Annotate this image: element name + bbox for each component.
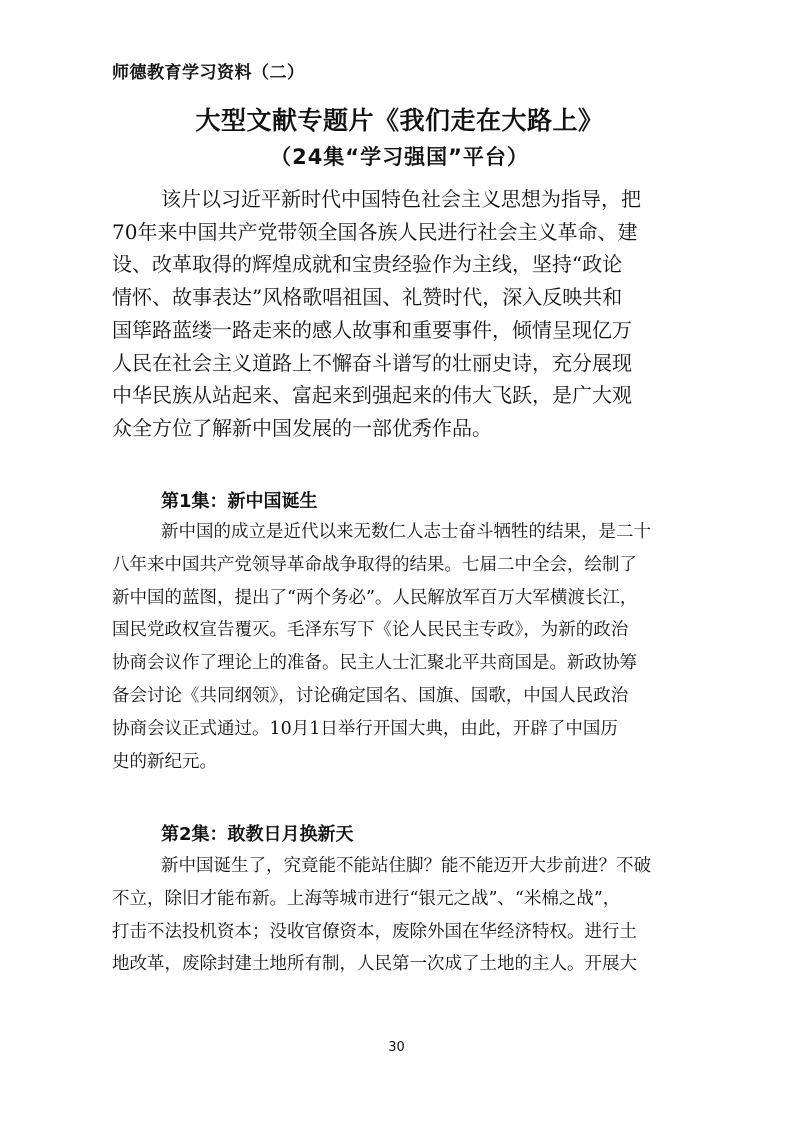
paragraph-line: 新中国的成立是近代以来无数仁人志士奋斗牺牲的结果，是二十 [161, 522, 651, 542]
paragraph-line: 打击不法投机资本；没收官僚资本，废除外国在华经济特权。进行土 [112, 921, 637, 942]
paragraph-line: 协商会议作了理论上的准备。民主人士汇聚北平共商国是。新政协筹 [112, 653, 637, 674]
running-header: 师德教育学习资料（二） [112, 63, 305, 83]
paragraph-line: 不立，除旧才能布新。上海等城市进行“银元之战”、“米棉之战”， [112, 888, 621, 909]
episode-1-heading: 第1集：新中国诞生 [161, 491, 318, 512]
paragraph-line: 中华民族从站起来、富起来到强起来的伟大飞跃，是广大观 [112, 383, 632, 408]
paragraph-line: 地改革，废除封建土地所有制，人民第一次成了土地的主人。开展大 [112, 954, 637, 975]
paragraph-line: 众全方位了解新中国发展的一部优秀作品。 [112, 415, 492, 440]
document-subtitle: （24集“学习强国”平台） [270, 145, 529, 169]
paragraph-line: 新中国诞生了，究竟能不能站住脚？能不能迈开大步前进？不破 [161, 856, 651, 876]
episode-1-body [112, 516, 682, 778]
episode-2-heading: 第2集：敢教日月换新天 [161, 824, 354, 845]
document-title: 大型文献专题片《我们走在大路上》 [195, 106, 604, 135]
paragraph-line: 该片以习近平新时代中国特色社会主义思想为指导，把 [161, 187, 641, 211]
page-number: 30 [388, 1040, 405, 1055]
paragraph-line: 协商会议正式通过。10月1日举行开国大典，由此，开辟了中国历 [112, 718, 618, 739]
paragraph-line: 备会讨论《共同纲领》，讨论确定国名、国旗、国歌，中国人民政治 [112, 685, 629, 706]
paragraph-line: 70年来中国共产党带领全国各族人民进行社会主义革命、建 [112, 219, 638, 244]
paragraph-line: 史的新纪元。 [112, 751, 217, 772]
paragraph-line: 情怀、故事表达”风格歌唱祖国、礼赞时代，深入反映共和 [112, 285, 623, 310]
paragraph-line: 人民在社会主义道路上不懈奋斗谱写的壮丽史诗，充分展现 [112, 350, 632, 375]
paragraph-line: 设、改革取得的辉煌成就和宝贵经验作为主线，坚持“政论 [112, 252, 623, 277]
intro-paragraph [112, 183, 681, 445]
paragraph-line: 国民党政权宣告覆灭。毛泽东写下《论人民民主专政》，为新的政治 [112, 620, 629, 641]
paragraph-line: 国筚路蓝缕一路走来的感人故事和重要事件，倾情呈现亿万 [112, 317, 632, 342]
paragraph-line: 新中国的蓝图，提出了“两个务必”。人民解放军百万大军横渡长江， [112, 587, 638, 608]
paragraph-line: 八年来中国共产党领导革命战争取得的结果。七届二中全会，绘制了 [112, 554, 637, 575]
episode-2-body [112, 850, 682, 981]
